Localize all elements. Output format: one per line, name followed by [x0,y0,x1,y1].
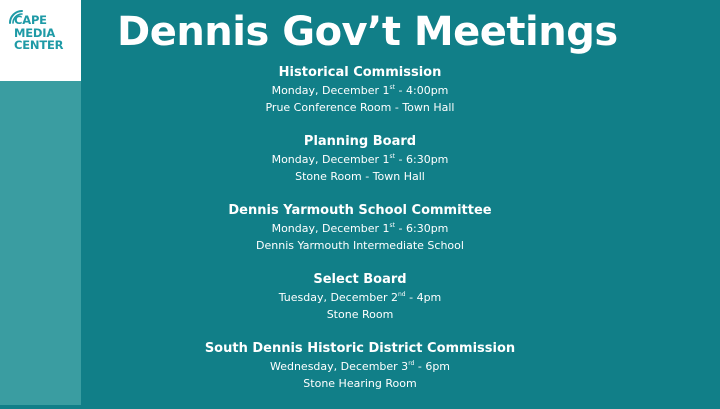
meeting-location: Dennis Yarmouth Intermediate School [256,239,464,252]
meeting-name: Dennis Yarmouth School Committee [228,203,492,218]
day-suffix: st [389,84,396,91]
meeting-item [200,340,520,409]
meeting-date-time [200,289,520,306]
meeting-day: Monday, December 1 [271,84,390,97]
meeting-time: - 6:30pm [395,222,449,235]
logo-text [14,14,63,52]
meeting-item [200,271,520,340]
meeting-date-time [200,220,520,237]
meeting-name: Select Board [313,272,407,287]
meeting-time: - 4:00pm [395,84,449,97]
meeting-location: Stone Hearing Room [303,377,417,390]
day-suffix: st [389,153,396,160]
meeting-name: South Dennis Historic District Commission [204,341,516,356]
meeting-item [200,133,520,202]
meeting-day: Wednesday, December 3 [269,360,409,373]
logo-line-media: MEDIA [14,25,56,40]
meeting-location: Stone Room - Town Hall [295,170,425,183]
meeting-time: - 6:30pm [395,153,449,166]
page-title: Dennis Gov’t Meetings [117,9,618,55]
meeting-date-time [200,358,520,375]
logo-line-cape: CAPE [14,13,47,27]
meetings-list [200,64,520,409]
meeting-location: Prue Conference Room - Town Hall [265,101,455,114]
cape-media-center-logo [0,0,81,81]
day-suffix: rd [408,360,415,367]
meeting-name: Planning Board [303,134,417,149]
meeting-item [200,202,520,271]
meeting-location: Stone Room [326,308,394,321]
day-suffix: nd [397,291,406,298]
meeting-time: - 4pm [405,291,442,304]
meeting-day: Monday, December 1 [271,222,390,235]
meeting-date-time [200,82,520,99]
meeting-time: - 6pm [414,360,451,373]
meeting-item [200,64,520,133]
logo-line-center: CENTER [14,38,64,52]
meeting-day: Monday, December 1 [271,153,390,166]
meeting-name: Historical Commission [278,65,442,80]
meeting-day: Tuesday, December 2 [278,291,398,304]
meeting-date-time [200,151,520,168]
day-suffix: st [389,222,396,229]
